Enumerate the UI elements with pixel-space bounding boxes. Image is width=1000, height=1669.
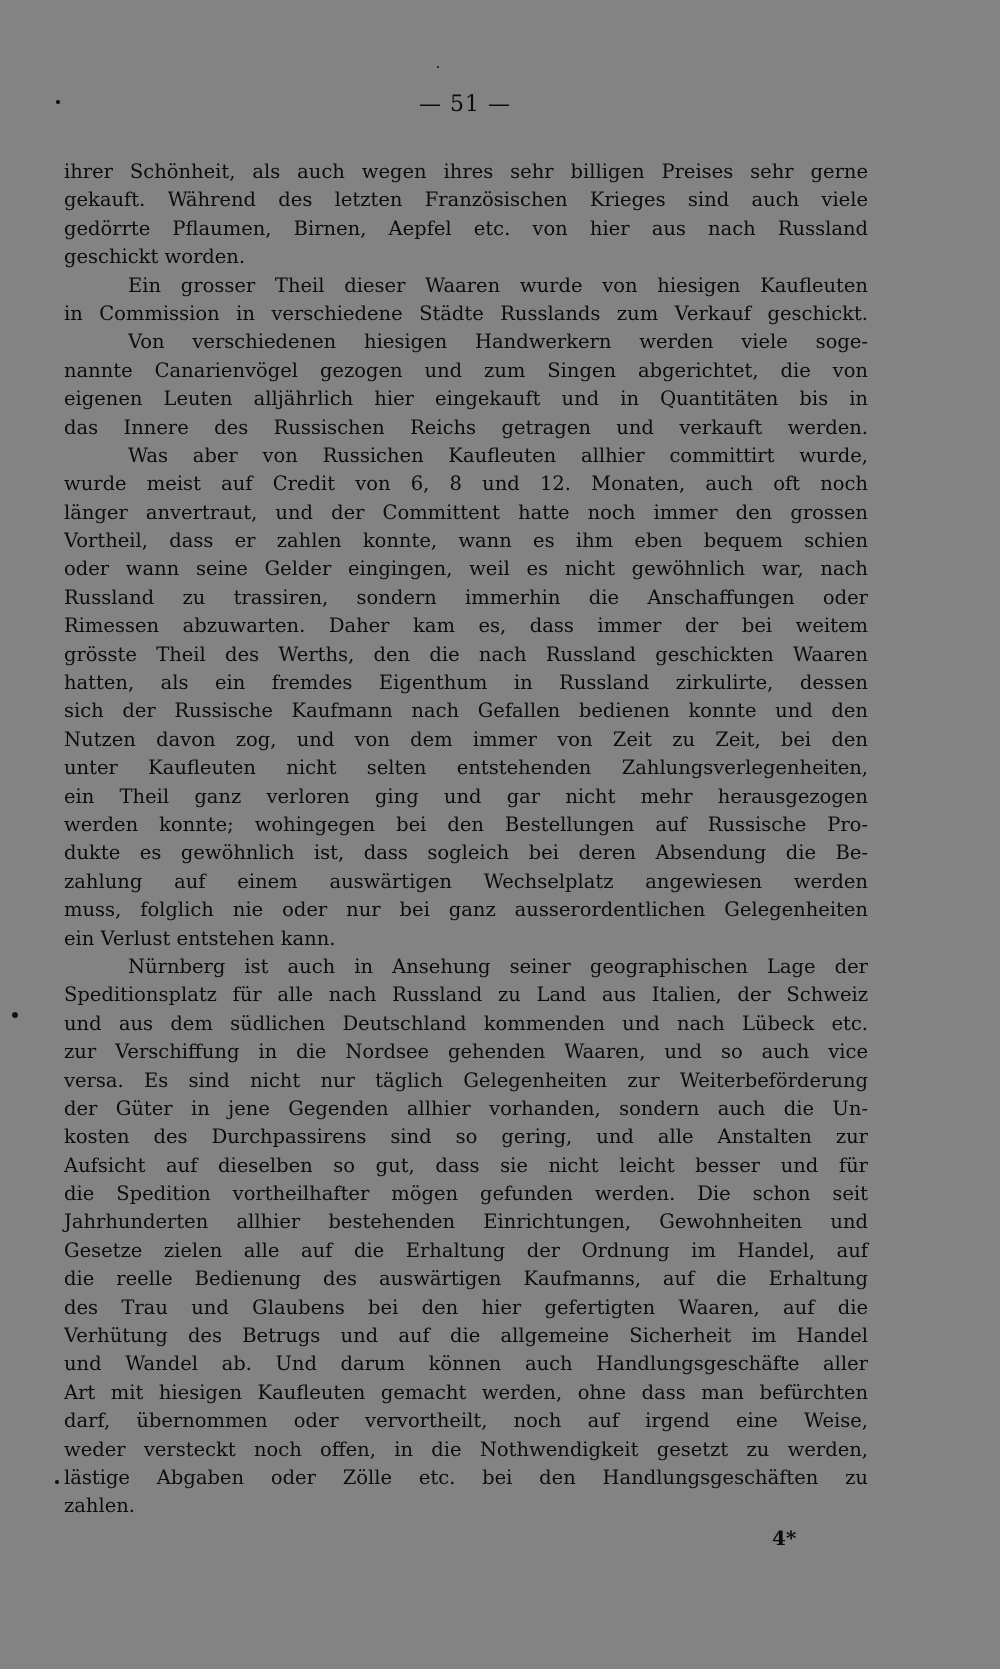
text-line: Rimessen abzuwarten. Daher kam es, dass immer der bei weitem: [64, 614, 868, 638]
text-line: Aufsicht auf dieselben so gut, dass sie nicht leicht besser und für: [64, 1153, 868, 1177]
text-line: das Innere des Russischen Reichs getragen und verkauft werden.: [64, 415, 868, 439]
text-line: hatten, als ein fremdes Eigenthum in Russland zirkulirte, dessen: [64, 671, 868, 695]
text-line: muss, folglich nie oder nur bei ganz ausserordentlichen Gelegenheiten: [64, 898, 868, 922]
text-line: eigenen Leuten alljährlich hier eingekauft und in Quantitäten bis in: [64, 387, 868, 411]
text-line: Ein grosser Theil dieser Waaren wurde von hiesigen Kaufleuten: [128, 273, 868, 297]
text-line: geschickt worden.: [64, 245, 246, 269]
text-line: versa. Es sind nicht nur täglich Gelegenheiten zur Weiterbeförderung: [64, 1068, 868, 1092]
text-line: Gesetze zielen alle auf die Erhaltung der Ordnung im Handel, auf: [64, 1238, 868, 1262]
scan-speck: [12, 1012, 18, 1018]
text-line: Was aber von Russichen Kaufleuten allhier committirt wurde,: [128, 443, 868, 467]
text-line: gekauft. Während des letzten Französischen Krieges sind auch viele: [64, 188, 868, 212]
text-line: Speditionsplatz für alle nach Russland zu Land aus Italien, der Schweiz: [64, 983, 868, 1007]
text-line: werden konnte; wohingegen bei den Bestellungen auf Russische Pro-: [64, 812, 868, 836]
text-line: darf, übernommen oder vervortheilt, noch auf irgend eine Weise,: [64, 1409, 868, 1433]
scan-speck: [437, 66, 439, 68]
text-line: dukte es gewöhnlich ist, dass sogleich bei deren Absendung die Be-: [64, 841, 868, 865]
text-line: zur Verschiffung in die Nordsee gehenden Waaren, und so auch vice: [64, 1040, 868, 1064]
scan-speck: [56, 100, 60, 104]
text-line: Jahrhunderten allhier bestehenden Einrichtungen, Gewohnheiten und: [64, 1210, 868, 1234]
text-line: gedörrte Pflaumen, Birnen, Aepfel etc. von hier aus nach Russland: [64, 216, 868, 240]
page-number: — 51 —: [419, 92, 511, 117]
text-line: lästige Abgaben oder Zölle etc. bei den Handlungsgeschäften zu: [64, 1465, 868, 1489]
text-line: die Spedition vortheilhafter mögen gefunden werden. Die schon seit: [64, 1182, 868, 1206]
text-line: kosten des Durchpassirens sind so gering, und alle Anstalten zur: [64, 1125, 868, 1149]
text-line: unter Kaufleuten nicht selten entstehenden Zahlungsverlegenheiten,: [64, 756, 868, 780]
text-line: Nutzen davon zog, und von dem immer von Zeit zu Zeit, bei den: [64, 727, 868, 751]
body-text: [64, 158, 868, 1521]
text-line: Von verschiedenen hiesigen Handwerkern werden viele soge-: [128, 330, 868, 354]
text-line: sich der Russische Kaufmann nach Gefallen bedienen konnte und den: [64, 699, 868, 723]
text-line: ein Theil ganz verloren ging und gar nicht mehr herausgezogen: [64, 784, 868, 808]
text-line: weder versteckt noch offen, in die Nothwendigkeit gesetzt zu werden,: [64, 1437, 868, 1461]
text-line: nannte Canarienvögel gezogen und zum Singen abgerichtet, die von: [64, 358, 868, 382]
text-line: Art mit hiesigen Kaufleuten gemacht werden, ohne dass man befürchten: [64, 1380, 868, 1404]
text-line: Verhütung des Betrugs und auf die allgemeine Sicherheit im Handel: [64, 1324, 868, 1348]
text-line: die reelle Bedienung des auswärtigen Kaufmanns, auf die Erhaltung: [64, 1267, 868, 1291]
text-line: ein Verlust entstehen kann.: [64, 926, 336, 950]
scan-speck: [55, 1480, 59, 1484]
text-line: grösste Theil des Werths, den die nach Russland geschickten Waaren: [64, 642, 868, 666]
text-line: wurde meist auf Credit von 6, 8 und 12. Monaten, auch oft noch: [64, 472, 868, 496]
text-line: Vortheil, dass er zahlen konnte, wann es ihm eben bequem schien: [64, 529, 868, 553]
text-line: zahlung auf einem auswärtigen Wechselplatz angewiesen werden: [64, 869, 868, 893]
text-line: und aus dem südlichen Deutschland kommenden und nach Lübeck etc.: [64, 1011, 868, 1035]
text-line: länger anvertraut, und der Committent hatte noch immer den grossen: [64, 500, 868, 524]
text-line: zahlen.: [64, 1494, 135, 1518]
text-line: und Wandel ab. Und darum können auch Handlungsgeschäfte aller: [64, 1352, 868, 1376]
text-line: ihrer Schönheit, als auch wegen ihres sehr billigen Preises sehr gerne: [64, 160, 868, 183]
text-line: des Trau und Glaubens bei den hier gefertigten Waaren, auf die: [64, 1295, 868, 1319]
text-line: in Commission in verschiedene Städte Russlands zum Verkauf geschickt.: [64, 301, 868, 325]
text-line: oder wann seine Gelder eingingen, weil es nicht gewöhnlich war, nach: [64, 557, 868, 581]
text-line: Russland zu trassiren, sondern immerhin die Anschaffungen oder: [64, 585, 868, 609]
signature-mark: 4*: [772, 1526, 797, 1550]
text-line: Nürnberg ist auch in Ansehung seiner geographischen Lage der: [128, 954, 868, 978]
text-line: der Güter in jene Gegenden allhier vorhanden, sondern auch die Un-: [64, 1096, 868, 1120]
